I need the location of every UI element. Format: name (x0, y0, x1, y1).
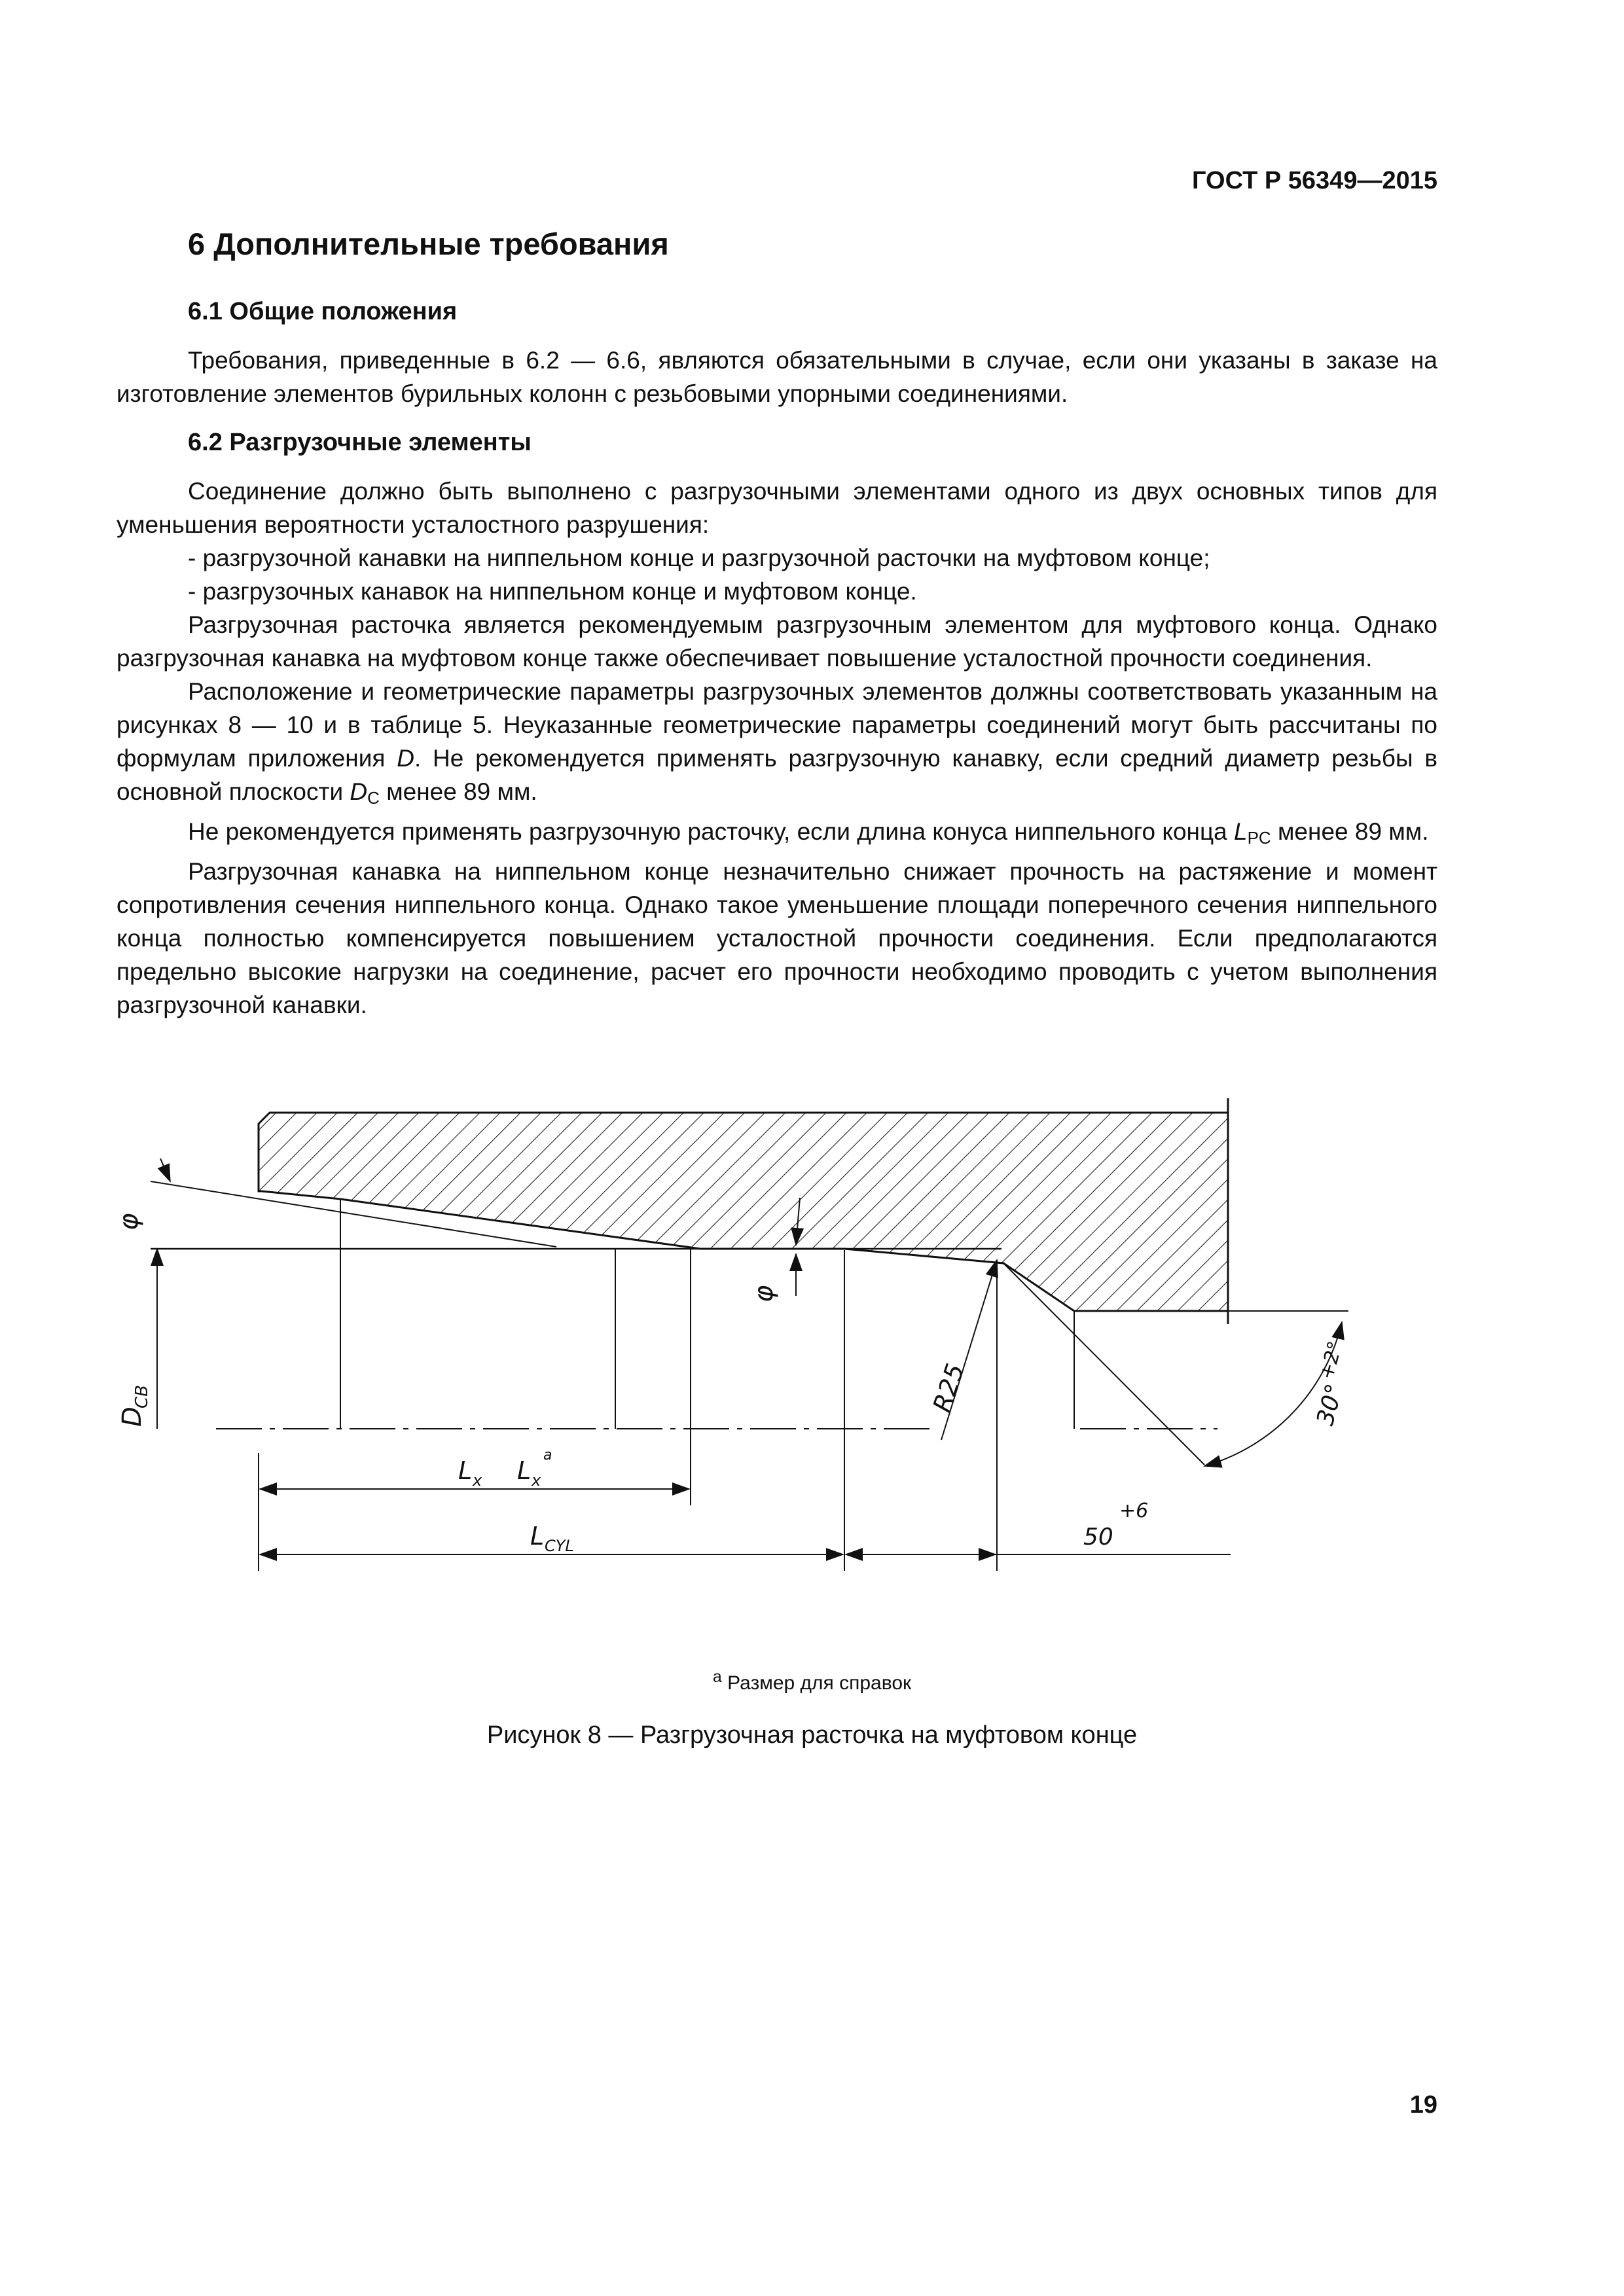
paragraph-6-1-text: Требования, приведенные в 6.2 — 6.6, являются обязательными в случае, если они указаны в заказе на изготовление элементов бурильных колонн с резьбовыми упорными соединениями. (117, 347, 1437, 407)
svg-text:30°: 30° (1312, 1381, 1349, 1429)
svg-text:L: L (530, 1522, 545, 1551)
paragraph-p2: Разгрузочная расточка является рекомендуемым разгрузочным элементом для муфтового конца. Однако разгрузочная канавка на муфтовом конце также обеспечивает повышение усталостной прочности соединения. (117, 611, 1437, 672)
paragraph-p1: Соединение должно быть выполнено с разгрузочными элементами одного из двух основных типов для уменьшения вероятности усталостного разрушения: (117, 478, 1437, 538)
svg-text:+6: +6 (1119, 1499, 1149, 1522)
svg-text:CYL: CYL (545, 1537, 574, 1555)
svg-text:+2°: +2° (1315, 1338, 1348, 1382)
section-title: 6 Дополнительные требования (188, 226, 669, 261)
hatched-section (259, 1113, 1228, 1311)
paragraph-6-2 (117, 475, 1437, 1022)
svg-text:a: a (543, 1447, 552, 1463)
subsection-title-6-2: 6.2 Разгрузочные элементы (188, 429, 532, 456)
angle-label (1304, 1338, 1360, 1428)
footnote-text: Размер для справок (721, 1672, 912, 1694)
paragraph-p4: Не рекомендуется применять разгрузочную расточку, если длина конуса ниппельного конца $L_{PC}$ менее 89 мм. (188, 818, 1429, 848)
svg-text:x: x (473, 1471, 482, 1490)
paragraph-p5: Разгрузочная канавка на ниппельном конце незначительно снижает прочность на растяжение и момент сопротивления сечения ниппельного конца. Однако такое уменьшение площади поперечного сечения ниппельного конца полностью компенсируется повышением усталостной прочности соединения. Если предполагаются предельно высокие нагрузки на соединение, расчет его прочности необходимо проводить с учетом выполнения разгрузочной канавки. (117, 858, 1437, 1018)
subsection-title-6-1: 6.1 Общие положения (188, 298, 458, 325)
paragraph-p3: Расположение и геометрические параметры разгрузочных элементов должны соответствовать указанным на рисунках 8 — 10 и в таблице 5. Неуказанные геометрические параметры соединений могут быть рассчитаны по формулам приложения D. Не рекомендуется применять разгрузочную канавку, если средний диаметр резьбы в основной плоскости $D_C$ менее 89 мм. (117, 678, 1437, 808)
phi-arrow-top (160, 1158, 170, 1181)
paragraph-6-1 (117, 344, 1437, 410)
lcyl-label (530, 1522, 574, 1555)
list-item-2: - разгрузочных канавок на ниппельном конце и муфтовом конце. (188, 578, 917, 605)
figure-caption: Рисунок 8 — Разгрузочная расточка на муфтовом конце (486, 1721, 1138, 1749)
svg-text:L: L (458, 1456, 473, 1485)
svg-text:D: D (117, 1407, 147, 1427)
page-header-code: ГОСТ Р 56349—2015 (1192, 167, 1437, 194)
figure-8-drawing (98, 1086, 1349, 1610)
page-number: 19 (1409, 2091, 1437, 2119)
figure-footnote (0, 1668, 1624, 1695)
lx-label (458, 1447, 552, 1490)
phi-label: φ (114, 1213, 144, 1230)
r25-label: R25 (927, 1360, 970, 1416)
svg-text:CB: CB (132, 1385, 152, 1408)
svg-text:L: L (517, 1456, 532, 1485)
phi2-label: φ (749, 1285, 779, 1302)
svg-text:50: 50 (1083, 1524, 1113, 1551)
list-item-1: - разгрузочной канавки на ниппельном конце и разгрузочной расточки на муфтовом конце; (188, 545, 1210, 571)
svg-text:x: x (532, 1471, 541, 1490)
dcb-label (117, 1385, 152, 1427)
footnote-mark: a (712, 1668, 722, 1686)
fifty-label (1083, 1499, 1148, 1551)
